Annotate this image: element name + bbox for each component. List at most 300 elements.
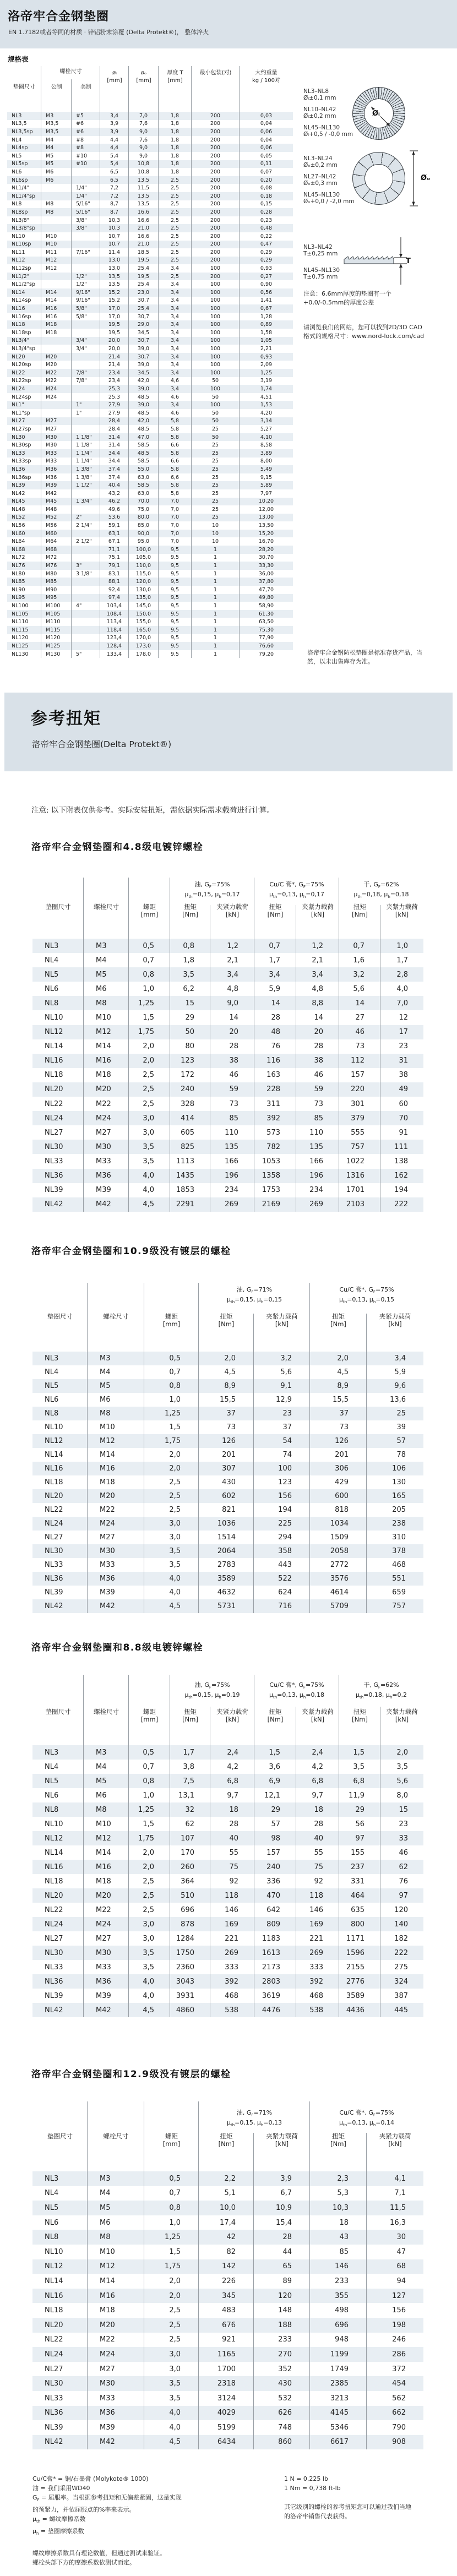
table-cell: 0,8 bbox=[129, 967, 170, 982]
table-cell: 20 bbox=[210, 1025, 254, 1039]
col-header-clamp: 夹紧力载荷 [kN] bbox=[266, 2132, 298, 2148]
table-cell: 1" bbox=[72, 401, 100, 409]
table-cell: 23,4 bbox=[100, 369, 129, 377]
table-cell: 355 bbox=[310, 2289, 367, 2303]
table-cell: 16,6 bbox=[129, 232, 159, 241]
table-cell: 1/4" bbox=[72, 192, 100, 200]
table-row bbox=[32, 1025, 423, 1039]
table-cell: 100 bbox=[192, 361, 240, 369]
table-row bbox=[32, 1745, 423, 1760]
table-header bbox=[32, 2100, 423, 2171]
table-cell: 98 bbox=[254, 1831, 296, 1845]
table-cell: 0,7 bbox=[129, 1760, 170, 1774]
table-cell: 821 bbox=[199, 1503, 254, 1517]
torque-section-subtitle: 洛帝牢合金钢垫圈(Delta Protekt®) bbox=[32, 739, 172, 749]
table-cell: 1171 bbox=[339, 1931, 380, 1946]
table-cell: M8 bbox=[84, 996, 129, 1010]
table-cell: 0,28 bbox=[260, 209, 273, 215]
table-cell: 1 1/4" bbox=[72, 458, 100, 466]
table-cell: 162 bbox=[394, 1172, 408, 1180]
table-cell: 21,0 bbox=[129, 224, 159, 232]
table-cell bbox=[72, 505, 100, 514]
table-cell: 1 bbox=[192, 554, 240, 562]
table-row bbox=[32, 1197, 423, 1212]
table-cell: NL4sp bbox=[7, 144, 41, 152]
col-header-torque: 扭矩 [Nm] bbox=[352, 903, 368, 918]
table-row bbox=[32, 1946, 423, 1960]
table-cell: 97,4 bbox=[100, 594, 129, 602]
table-cell: 3,4 bbox=[159, 361, 192, 369]
table-row bbox=[7, 152, 293, 160]
table-cell: M12 bbox=[88, 1434, 144, 1448]
table-cell: M18 bbox=[84, 1874, 129, 1888]
table-cell: 60 bbox=[399, 1099, 408, 1108]
table-row bbox=[7, 409, 293, 417]
note-line: $\mu_h$ = 垫圈摩擦系数 bbox=[32, 2528, 84, 2536]
table-row bbox=[7, 498, 293, 506]
table-cell: 18 bbox=[310, 2215, 367, 2230]
table-cell: 54 bbox=[254, 1434, 310, 1448]
table-cell: 155,0 bbox=[129, 618, 159, 626]
table-cell: 37,4 bbox=[100, 465, 129, 473]
table-cell: 127 bbox=[392, 2291, 406, 2300]
table-cell: 659 bbox=[392, 1588, 406, 1597]
table-cell: NL14 bbox=[32, 1039, 84, 1054]
table-cell: 10,7 bbox=[100, 241, 129, 249]
table-cell: 12 bbox=[399, 1014, 408, 1022]
table-cell: 57 bbox=[254, 1817, 296, 1831]
table-cell: 38 bbox=[210, 1054, 254, 1068]
table-row bbox=[7, 537, 293, 546]
table-cell: M8 bbox=[84, 1802, 129, 1817]
table-cell: 11,5 bbox=[390, 2203, 406, 2212]
table-cell: 3,14 bbox=[260, 418, 273, 424]
table-cell: 3,4 bbox=[394, 1354, 406, 1363]
table-cell: NL33 bbox=[32, 2391, 88, 2406]
table-cell: M16 bbox=[84, 1054, 129, 1068]
table-cell: 5/8" bbox=[72, 304, 100, 313]
table-cell: 20 bbox=[296, 1025, 339, 1039]
table-cell: M42 bbox=[41, 489, 72, 498]
washer-hole bbox=[364, 164, 393, 193]
table-cell: 818 bbox=[310, 1503, 367, 1517]
table-cell: 1 bbox=[192, 642, 240, 650]
table-cell: 7,0 bbox=[159, 521, 192, 530]
table-cell: 9,5 bbox=[159, 618, 192, 626]
table-cell: 3,9 bbox=[100, 120, 129, 128]
table-cell: M36 bbox=[41, 473, 72, 482]
table-cell: 483 bbox=[199, 2303, 254, 2318]
table-cell: 222 bbox=[394, 1948, 408, 1957]
table-row bbox=[7, 297, 293, 305]
table-cell: 1 3/8" bbox=[72, 465, 100, 473]
table-cell: 3,0 bbox=[129, 1111, 170, 1125]
table-cell: 8,9 bbox=[310, 1379, 367, 1393]
table-cell: M4 bbox=[41, 136, 72, 144]
torque-table-4-8 bbox=[32, 876, 423, 1212]
table-cell: 33 bbox=[399, 1834, 408, 1843]
table-cell: M42 bbox=[88, 1599, 144, 1613]
table-row bbox=[32, 2003, 423, 2017]
table-cell: 205 bbox=[392, 1506, 406, 1514]
table-row bbox=[7, 650, 293, 658]
table-cell: 110 bbox=[296, 1125, 339, 1140]
table-cell: 2,0 bbox=[144, 2289, 199, 2303]
table-cell: NL39 bbox=[32, 1183, 84, 1197]
table-cell: 200 bbox=[192, 273, 240, 281]
table-row bbox=[7, 433, 293, 442]
table-cell: 1316 bbox=[339, 1169, 380, 1183]
table-row bbox=[32, 1379, 423, 1393]
table-cell: 1701 bbox=[339, 1183, 380, 1197]
table-cell: 626 bbox=[254, 2406, 310, 2421]
table-row bbox=[32, 1183, 423, 1197]
table-cell: NL24 bbox=[7, 385, 41, 393]
table-cell: M105 bbox=[41, 610, 72, 618]
table-cell: NL8 bbox=[32, 996, 84, 1010]
table-cell: M16 bbox=[88, 2289, 144, 2303]
table-cell: NL68 bbox=[7, 546, 41, 554]
table-cell: 88,1 bbox=[100, 578, 129, 586]
table-cell: 0,05 bbox=[260, 153, 273, 159]
table-cell: 2,5 bbox=[159, 232, 192, 241]
table-cell: #10 bbox=[72, 152, 100, 160]
table-cell: 0,8 bbox=[129, 1774, 170, 1788]
table-cell: 0,04 bbox=[260, 121, 273, 127]
table-cell: 878 bbox=[170, 1917, 210, 1931]
cross-section-icon bbox=[339, 234, 427, 287]
table-cell: 555 bbox=[339, 1125, 380, 1140]
table-cell: 0,29 bbox=[260, 249, 273, 255]
table-cell bbox=[41, 345, 72, 353]
table-cell: 7/8" bbox=[72, 369, 100, 377]
table-cell: M39 bbox=[88, 1586, 144, 1599]
table-cell: 67,1 bbox=[100, 537, 129, 546]
cad-website-note: 请浏览我们的网站，您可以找到2D/3D CAD 格式的规格尺寸：www.nord-lock.com/cad bbox=[303, 324, 425, 340]
table-cell: 4,6 bbox=[159, 409, 192, 417]
table-row bbox=[32, 967, 423, 982]
table-cell: M22 bbox=[41, 377, 72, 385]
table-cell: M20 bbox=[84, 1082, 129, 1097]
table-cell: NL3,5 bbox=[7, 120, 41, 128]
table-cell: 226 bbox=[199, 2274, 254, 2289]
torque-section-title: 参考扭矩 bbox=[31, 709, 101, 728]
table-cell: 2,5 bbox=[159, 273, 192, 281]
table-cell: M10 bbox=[84, 1010, 129, 1025]
table-cell: 16,3 bbox=[390, 2218, 406, 2227]
table-cell: 2,5 bbox=[159, 208, 192, 216]
table-cell bbox=[72, 168, 100, 176]
table-row bbox=[32, 1599, 423, 1613]
table-cell bbox=[72, 264, 100, 273]
table-cell: 1,75 bbox=[129, 1025, 170, 1039]
table-cell: 3/4" bbox=[72, 337, 100, 345]
table-cell: NL1/2" bbox=[7, 273, 41, 281]
table-cell: #8 bbox=[72, 136, 100, 144]
table-cell: NL3/4" bbox=[7, 337, 41, 345]
table-cell: 29 bbox=[339, 1802, 380, 1817]
table-cell: M6 bbox=[84, 982, 129, 996]
table-cell: 3213 bbox=[310, 2391, 367, 2406]
table-cell: 1,8 bbox=[159, 152, 192, 160]
table-cell: 37,4 bbox=[100, 473, 129, 482]
col-header-package: 最小包装(对) bbox=[199, 70, 232, 76]
table-cell: 6,8 bbox=[296, 1774, 339, 1788]
table-cell: 5,9 bbox=[394, 1368, 406, 1376]
table-cell: 4,5 bbox=[199, 1365, 254, 1379]
table-cell bbox=[41, 280, 72, 288]
table-cell: 1,0 bbox=[129, 982, 170, 996]
tolerance-range: NL3–NL42 bbox=[303, 244, 333, 250]
table-cell: 3,8 bbox=[170, 1760, 210, 1774]
table-cell: NL1/4"sp bbox=[7, 192, 41, 200]
table-cell: 676 bbox=[199, 2318, 254, 2333]
table-cell: 4,8 bbox=[296, 982, 339, 996]
table-cell: 146 bbox=[210, 1903, 254, 1917]
column-group-dry: 干, $G_F=62\%$ $\mu_{th}=0,18$, $\mu_h=0,18$ bbox=[353, 881, 409, 900]
col-header-torque: 扭矩 [Nm] bbox=[267, 1708, 284, 1723]
table-cell: 3,4 bbox=[100, 112, 129, 120]
table-cell: 4,20 bbox=[260, 410, 273, 416]
table-cell: 15 bbox=[399, 1805, 408, 1814]
table-cell: 948 bbox=[310, 2333, 367, 2348]
table-cell: 3,0 bbox=[129, 1125, 170, 1140]
table-cell: 155 bbox=[339, 1845, 380, 1860]
table-cell: 25,4 bbox=[129, 304, 159, 313]
table-cell bbox=[72, 232, 100, 241]
table-cell: NL30 bbox=[32, 1544, 88, 1558]
table-cell: NL20sp bbox=[7, 361, 41, 369]
table-cell: M68 bbox=[41, 546, 72, 554]
table-cell: 19,5 bbox=[129, 273, 159, 281]
table-cell: NL27 bbox=[32, 1531, 88, 1544]
table-cell: 70,0 bbox=[129, 498, 159, 506]
table-cell: 4,1 bbox=[394, 2174, 406, 2183]
table-row bbox=[7, 144, 293, 152]
table-cell: NL6sp bbox=[7, 176, 41, 184]
table-row bbox=[7, 208, 293, 216]
table-cell: 4029 bbox=[199, 2406, 254, 2421]
table-cell: 50 bbox=[192, 433, 240, 442]
table-cell bbox=[72, 425, 100, 433]
table-cell: 75 bbox=[296, 1860, 339, 1874]
note-line: $\mu_{th}$ = 螺纹摩擦系数 bbox=[32, 2515, 86, 2524]
table-cell: 1 bbox=[192, 618, 240, 626]
page-title: 洛帝牢合金钢垫圈 bbox=[8, 10, 110, 24]
table-cell: 30,7 bbox=[129, 313, 159, 321]
table-cell: 12,1 bbox=[254, 1788, 296, 1802]
table-cell: 260 bbox=[170, 1860, 210, 1874]
table-cell: M130 bbox=[41, 650, 72, 658]
table-cell: 809 bbox=[254, 1917, 296, 1931]
table-cell: 1,5 bbox=[339, 1745, 380, 1760]
table-row bbox=[32, 1845, 423, 1860]
table-cell: 233 bbox=[254, 2333, 310, 2348]
note-line: 油 = 我们采用WD40 bbox=[32, 2485, 90, 2492]
table-cell: 5/8" bbox=[72, 313, 100, 321]
table-cell: 0,23 bbox=[260, 217, 273, 224]
table-cell: 76 bbox=[399, 1877, 408, 1886]
col-header-clamp: 夹紧力载荷 [kN] bbox=[216, 1708, 248, 1723]
table-cell: 0,29 bbox=[260, 257, 273, 264]
table-cell: 2,5 bbox=[159, 224, 192, 232]
table-cell: 4,4 bbox=[100, 136, 129, 144]
table-cell: M18 bbox=[84, 1068, 129, 1082]
table-cell: NL36 bbox=[32, 1572, 88, 1586]
table-cell: 2783 bbox=[199, 1558, 254, 1572]
table-cell: M22 bbox=[88, 2333, 144, 2348]
table-cell: 757 bbox=[392, 1602, 406, 1610]
col-header-size: 垫圈尺寸 bbox=[47, 2132, 73, 2140]
table-cell: 3,2 bbox=[339, 967, 380, 982]
table-cell: 1183 bbox=[254, 1931, 296, 1946]
table-cell: 2360 bbox=[170, 1960, 210, 1974]
table-cell: 30,7 bbox=[129, 337, 159, 345]
table-cell: 75,30 bbox=[258, 627, 274, 633]
table-cell: 46 bbox=[339, 1025, 380, 1039]
table-cell: 1,53 bbox=[260, 402, 273, 409]
table-cell: 63,0 bbox=[129, 473, 159, 482]
table-cell: 464 bbox=[339, 1888, 380, 1903]
table-cell: 4,2 bbox=[296, 1760, 339, 1774]
table-cell: 379 bbox=[339, 1111, 380, 1125]
table-cell: 68 bbox=[396, 2262, 406, 2271]
table-cell: 3,0 bbox=[144, 1531, 199, 1544]
table-cell: NL12 bbox=[32, 1831, 84, 1845]
table-cell: 31,4 bbox=[100, 433, 129, 442]
tolerance-range: NL27–NL42 bbox=[303, 173, 336, 180]
table-cell: 8,9 bbox=[199, 1379, 254, 1393]
table-cell: NL4 bbox=[32, 953, 84, 967]
table-cell: NL22 bbox=[32, 1097, 84, 1111]
table-cell: 1,5 bbox=[129, 1817, 170, 1831]
table-cell: 100 bbox=[192, 329, 240, 337]
table-cell: NL36 bbox=[32, 2406, 88, 2421]
table-row bbox=[7, 120, 293, 128]
table-cell: 30,70 bbox=[258, 554, 274, 561]
table-cell bbox=[72, 578, 100, 586]
table-cell: 6617 bbox=[310, 2435, 367, 2450]
table-cell: M42 bbox=[84, 1197, 129, 1212]
table-row bbox=[32, 1517, 423, 1531]
table-cell: 126 bbox=[310, 1434, 367, 1448]
table-cell: M30 bbox=[41, 441, 72, 449]
table-cell: M18 bbox=[41, 329, 72, 337]
table-cell: 0,20 bbox=[260, 177, 273, 183]
table-cell: M76 bbox=[41, 562, 72, 570]
column-group-oil: 油, $G_F=71\%$ $\mu_{th}=0,15$, $\mu_h=0,13$ bbox=[226, 2109, 282, 2128]
table-cell: 0,18 bbox=[260, 193, 273, 199]
thickness-tolerance-note: 注意：6.6mm厚度的垫圈有一个 +0,0/-0.5mm的厚度公差 bbox=[303, 290, 391, 306]
table-cell: 200 bbox=[192, 192, 240, 200]
table-cell: 328 bbox=[170, 1097, 210, 1111]
table-row bbox=[7, 465, 293, 473]
table-cell: 49,6 bbox=[100, 505, 129, 514]
table-cell: NL115 bbox=[7, 626, 41, 634]
table-header bbox=[32, 1282, 423, 1352]
table-cell: 14 bbox=[254, 996, 296, 1010]
table-cell: 5,8 bbox=[159, 449, 192, 458]
table-cell bbox=[41, 401, 72, 409]
table-cell: 200 bbox=[192, 160, 240, 168]
table-cell: 3,4 bbox=[159, 329, 192, 337]
col-header-pitch: 螺距 [mm] bbox=[140, 1708, 159, 1723]
table-cell: 9/16" bbox=[72, 288, 100, 297]
table-cell: 286 bbox=[392, 2350, 406, 2359]
table-cell: 1,25 bbox=[260, 369, 273, 376]
table-cell: 61,30 bbox=[258, 611, 274, 617]
table-cell: 306 bbox=[310, 1462, 367, 1475]
table-cell: M6 bbox=[84, 1788, 129, 1802]
table-cell: 15,4 bbox=[254, 2215, 310, 2230]
table-cell: NL76 bbox=[7, 562, 41, 570]
table-cell: M90 bbox=[41, 586, 72, 594]
table-row bbox=[32, 1420, 423, 1434]
table-cell: NL3/4"sp bbox=[7, 345, 41, 353]
table-cell: 3931 bbox=[170, 1989, 210, 2003]
table-cell: NL8 bbox=[32, 1407, 88, 1420]
table-cell: 0,5 bbox=[129, 939, 170, 953]
table-cell: 170,0 bbox=[129, 634, 159, 642]
table-cell: 16,6 bbox=[129, 216, 159, 225]
table-cell: 4476 bbox=[254, 2003, 296, 2017]
table-cell: NL22 bbox=[32, 1503, 88, 1517]
tolerance-value: Øₒ±0,2 mm bbox=[303, 162, 338, 168]
table-cell: 3,4 bbox=[159, 297, 192, 305]
table-cell: NL22 bbox=[32, 1903, 84, 1917]
table-row bbox=[32, 1531, 423, 1544]
torque-notice: 注意: 以下附表仅供参考。实际安装扭矩，需依据实际需求载荷进行计算。 bbox=[31, 806, 274, 815]
col-header-weight: 大约重量 kg / 100对 bbox=[252, 70, 280, 84]
table-cell: M8 bbox=[88, 1407, 144, 1420]
table-row bbox=[7, 489, 293, 498]
table-cell: 97 bbox=[339, 1831, 380, 1845]
table-row bbox=[7, 280, 293, 288]
table-cell: 1,8 bbox=[170, 953, 210, 967]
table-cell: 333 bbox=[296, 1960, 339, 1974]
table-row bbox=[32, 1010, 423, 1025]
table-cell: 148 bbox=[254, 2303, 310, 2318]
tolerance-value: Øᵢ±0,2 mm bbox=[303, 113, 336, 119]
table-cell: 2,5 bbox=[144, 1489, 199, 1503]
table-cell: 748 bbox=[254, 2420, 310, 2435]
table-cell: 2 1/4" bbox=[72, 521, 100, 530]
table-cell: M120 bbox=[41, 634, 72, 642]
table-cell: 498 bbox=[310, 2303, 367, 2318]
table-cell: 39,0 bbox=[129, 345, 159, 353]
table-cell: 532 bbox=[254, 2391, 310, 2406]
note-line: 螺纹摩擦系数具有理论数值，但通过测试来验证。 bbox=[32, 2549, 166, 2557]
table-cell: NL27 bbox=[32, 2362, 88, 2377]
table-cell: 0,7 bbox=[144, 1365, 199, 1379]
table-cell: M24 bbox=[41, 393, 72, 401]
table-cell: 1,8 bbox=[159, 128, 192, 136]
table-row bbox=[7, 393, 293, 401]
table-cell: 71,1 bbox=[100, 546, 129, 554]
table-cell: 70 bbox=[399, 1114, 408, 1123]
tolerance-value: Øᵢ±0,1 mm bbox=[303, 95, 336, 101]
table-row bbox=[7, 626, 293, 634]
table-row bbox=[7, 369, 293, 377]
column-group-paste: Cu/C 膏*, $G_F=75\%$ $\mu_{th}=0,13$, $\mu_h=0,14$ bbox=[339, 2109, 395, 2128]
table-cell: 1,05 bbox=[260, 337, 273, 344]
table-cell: M22 bbox=[84, 1097, 129, 1111]
table-cell: 196 bbox=[296, 1169, 339, 1183]
note-line bbox=[32, 2539, 269, 2548]
table-cell: M36 bbox=[84, 1974, 129, 1989]
table-cell: 118 bbox=[210, 1888, 254, 1903]
table-cell: 28 bbox=[296, 1817, 339, 1831]
